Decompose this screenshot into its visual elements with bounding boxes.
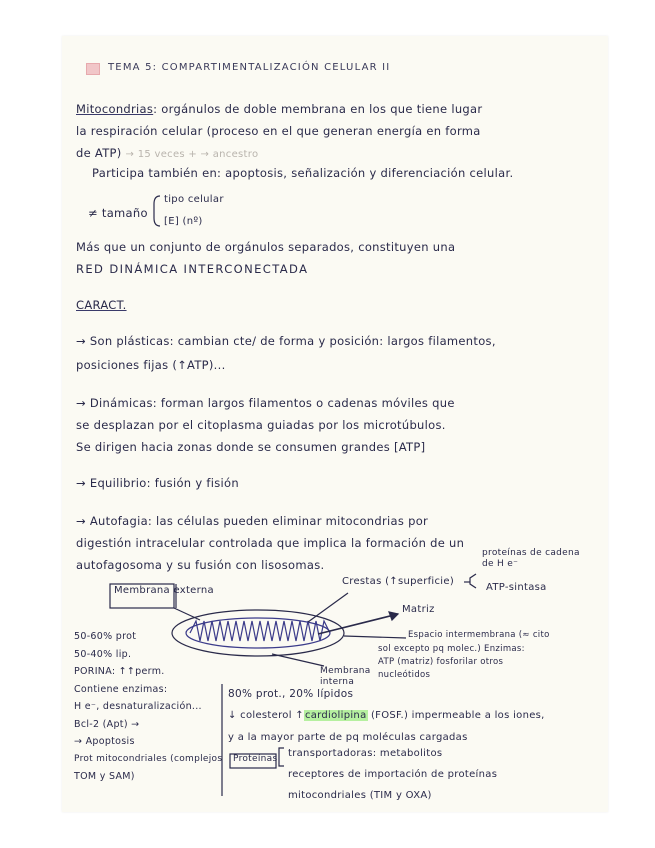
size-option-2: [E] (nº) <box>164 216 203 227</box>
intermembrana-line-2: sol excepto pq molec.) Enzimas: <box>378 644 525 654</box>
intro-line-2: la respiración celular (proceso en el que generan energía en forma <box>76 124 481 138</box>
caract-heading: CARACT. <box>76 298 127 312</box>
inner-prop-2-b: (FOSF.) impermeable a los iones, <box>370 710 545 721</box>
inner-prop-3: y a la mayor parte de pq moléculas cargadas <box>228 732 468 743</box>
caract-b1-line-1: → Son plásticas: cambian cte/ de forma y posición: largos filamentos, <box>76 334 496 348</box>
intro-line-7: Más que un conjunto de orgánulos separados, constituyen una <box>76 240 456 254</box>
proteinas-label: Proteínas <box>233 754 278 764</box>
intro-line-8: RED DINÁMICA INTERCONECTADA <box>76 262 309 276</box>
inner-prop-1: 80% prot., 20% lípidos <box>228 688 354 700</box>
outer-prop-1: 50-60% prot <box>74 631 137 642</box>
caract-b2-line-2: se desplazan por el citoplasma guiadas por los microtúbulos. <box>76 418 446 432</box>
intermembrana-line-4: nucleótidos <box>378 670 431 680</box>
caract-b2-line-1: → Dinámicas: forman largos filamentos o cadenas móviles que <box>76 396 455 410</box>
crestas-item-2: ATP-sintasa <box>486 582 547 593</box>
caract-b4-line-3: autofagosoma y su fusión con lisosomas. <box>76 558 325 572</box>
outer-prop-5: H e⁻, desnaturalización... <box>74 701 202 712</box>
caract-b3: → Equilibrio: fusión y fisión <box>76 476 239 490</box>
intermembrana-line-3: ATP (matriz) fosforilar otros <box>378 657 504 667</box>
intro-line-4: Participa también en: apoptosis, señalización y diferenciación celular. <box>92 166 514 180</box>
caract-b1-line-2: posiciones fijas (↑ATP)... <box>76 358 226 372</box>
size-label: ≠ tamaño <box>88 206 148 220</box>
inner-membrane-label: Membrana interna <box>320 666 371 687</box>
caract-b2-line-3: Se dirigen hacia zonas donde se consumen grandes [ATP] <box>76 440 426 454</box>
proteinas-item-1: transportadoras: metabolitos <box>288 748 443 759</box>
intro-line-1-rest: : orgánulos de doble membrana en los que tiene lugar <box>153 102 483 116</box>
caract-b4-line-2: digestión intracelular controlada que implica la formación de un <box>76 536 465 550</box>
intermembrana-line-1: Espacio intermembrana (≈ cito <box>408 630 550 640</box>
mitocondrias-term: Mitocondrias <box>76 102 154 116</box>
caract-b4-line-1: → Autofagia: las células pueden eliminar mitocondrias por <box>76 514 429 528</box>
page-title: TEMA 5: COMPARTIMENTALIZACIÓN CELULAR II <box>108 62 391 73</box>
crestas-label: Crestas (↑superficie) <box>342 576 455 587</box>
outer-prop-9: TOM y SAM) <box>74 771 135 782</box>
outer-prop-6: Bcl-2 (Apt) → <box>74 718 140 730</box>
notebook-page <box>62 36 608 812</box>
outer-prop-7: → Apoptosis <box>74 736 135 747</box>
outer-prop-2: 50-40% lip. <box>74 648 132 660</box>
intro-line-3-text: de ATP) <box>76 146 122 160</box>
intro-line-3-faded-note: → 15 veces + → ancestro <box>125 149 259 160</box>
outer-membrane-label: Membrana externa <box>114 585 214 596</box>
inner-prop-2-a: ↓ colesterol ↑ <box>228 710 304 721</box>
matriz-label: Matriz <box>402 604 435 615</box>
outer-prop-3: PORINA: ↑↑perm. <box>74 666 165 677</box>
outer-prop-4: Contiene enzimas: <box>74 683 168 695</box>
outer-membrane-properties <box>74 628 222 786</box>
proteinas-item-2: receptores de importación de proteínas <box>288 769 498 780</box>
crestas-item-1: proteínas de cadena de H e⁻ <box>482 548 580 569</box>
proteinas-item-3: mitocondriales (TIM y OXA) <box>288 790 432 801</box>
cardiolipina-highlight: cardiolipina <box>304 710 367 721</box>
inner-prop-2 <box>228 710 545 721</box>
size-option-1: tipo celular <box>164 194 224 205</box>
outer-prop-8: Prot mitocondriales (complejos <box>74 753 223 764</box>
